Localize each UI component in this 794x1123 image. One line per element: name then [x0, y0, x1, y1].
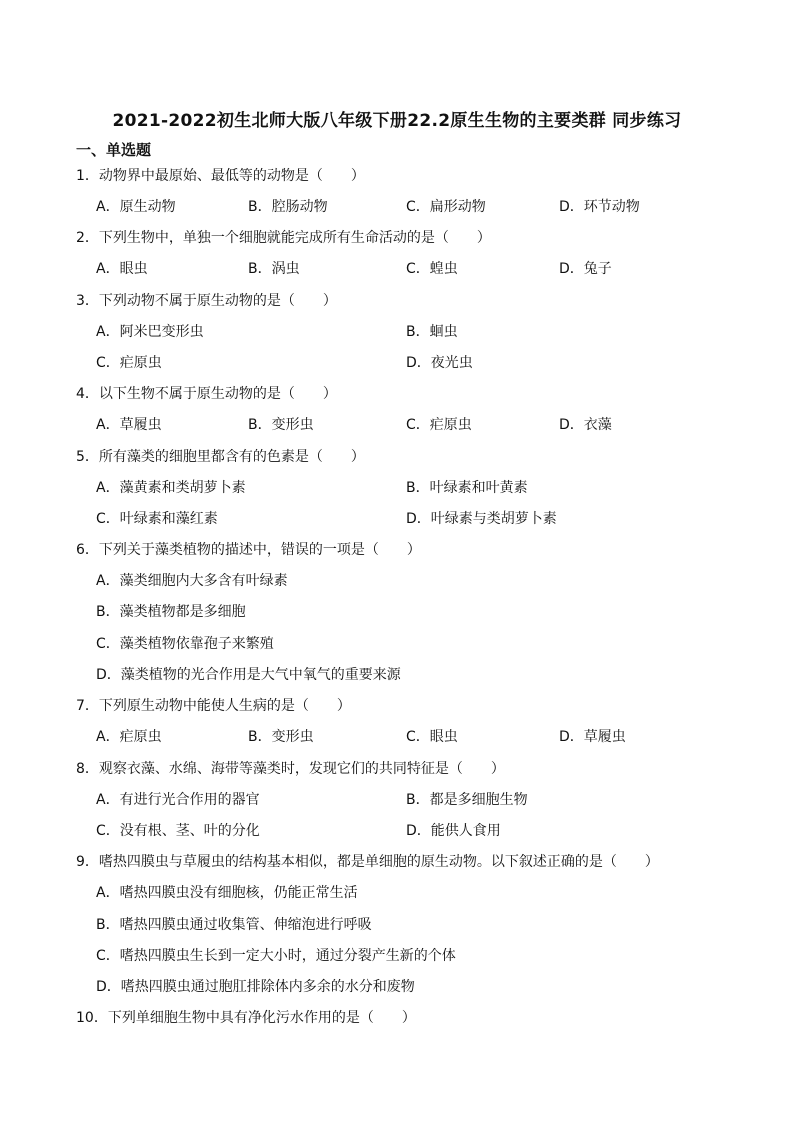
option-2b: B．涡虫	[248, 261, 300, 277]
option-5c: C．叶绿素和藻红素	[96, 511, 218, 527]
question-2: 2．下列生物中，单独一个细胞就能完成所有生命活动的是（ ）	[76, 230, 491, 246]
option-9a: A．嗜热四膜虫没有细胞核，仍能正常生活	[96, 885, 358, 901]
option-3d: D．夜光虫	[406, 355, 473, 371]
question-4: 4．以下生物不属于原生动物的是（ ）	[76, 386, 337, 402]
option-7b: B．变形虫	[248, 729, 314, 745]
question-6: 6．下列关于藻类植物的描述中，错误的一项是（ ）	[76, 542, 421, 558]
option-6d: D．藻类植物的光合作用是大气中氧气的重要来源	[96, 667, 401, 683]
question-5: 5．所有藻类的细胞里都含有的色素是（ ）	[76, 449, 365, 465]
option-5a: A．藻黄素和类胡萝卜素	[96, 480, 246, 496]
option-3c: C．疟原虫	[96, 355, 162, 371]
option-1d: D．环节动物	[559, 199, 640, 215]
option-8c: C．没有根、茎、叶的分化	[96, 823, 260, 839]
page-title: 2021-2022初生北师大版八年级下册22.2原生生物的主要类群 同步练习	[112, 111, 682, 131]
option-5b: B．叶绿素和叶黄素	[406, 480, 528, 496]
question-7: 7．下列原生动物中能使人生病的是（ ）	[76, 698, 351, 714]
question-9: 9．嗜热四膜虫与草履虫的结构基本相似，都是单细胞的原生动物。以下叙述正确的是（ ）	[76, 854, 659, 870]
question-3: 3．下列动物不属于原生动物的是（ ）	[76, 293, 337, 309]
option-1b: B．腔肠动物	[248, 199, 328, 215]
question-8: 8．观察衣藻、水绵、海带等藻类时，发现它们的共同特征是（ ）	[76, 761, 505, 777]
option-4d: D．衣藻	[559, 417, 612, 433]
question-10: 10．下列单细胞生物中具有净化污水作用的是（ ）	[76, 1010, 416, 1026]
option-4c: C．疟原虫	[406, 417, 472, 433]
option-4b: B．变形虫	[248, 417, 314, 433]
option-2d: D．兔子	[559, 261, 612, 277]
option-6b: B．藻类植物都是多细胞	[96, 604, 246, 620]
option-1a: A．原生动物	[96, 199, 176, 215]
option-8d: D．能供人食用	[406, 823, 501, 839]
option-6a: A．藻类细胞内大多含有叶绿素	[96, 573, 288, 589]
option-1c: C．扁形动物	[406, 199, 486, 215]
option-8a: A．有进行光合作用的器官	[96, 792, 260, 808]
section-heading: 一、单选题	[76, 141, 152, 159]
option-5d: D．叶绿素与类胡萝卜素	[406, 511, 557, 527]
option-9d: D．嗜热四膜虫通过胞肛排除体内多余的水分和废物	[96, 979, 415, 995]
option-4a: A．草履虫	[96, 417, 162, 433]
option-7a: A．疟原虫	[96, 729, 162, 745]
option-8b: B．都是多细胞生物	[406, 792, 528, 808]
option-6c: C．藻类植物依靠孢子来繁殖	[96, 636, 274, 652]
question-1: 1．动物界中最原始、最低等的动物是（ ）	[76, 168, 365, 184]
option-7d: D．草履虫	[559, 729, 626, 745]
option-2c: C．蝗虫	[406, 261, 458, 277]
option-3a: A．阿米巴变形虫	[96, 324, 204, 340]
option-9c: C．嗜热四膜虫生长到一定大小时，通过分裂产生新的个体	[96, 948, 456, 964]
option-2a: A．眼虫	[96, 261, 148, 277]
option-7c: C．眼虫	[406, 729, 458, 745]
option-3b: B．蛔虫	[406, 324, 458, 340]
option-9b: B．嗜热四膜虫通过收集管、伸缩泡进行呼吸	[96, 917, 372, 933]
